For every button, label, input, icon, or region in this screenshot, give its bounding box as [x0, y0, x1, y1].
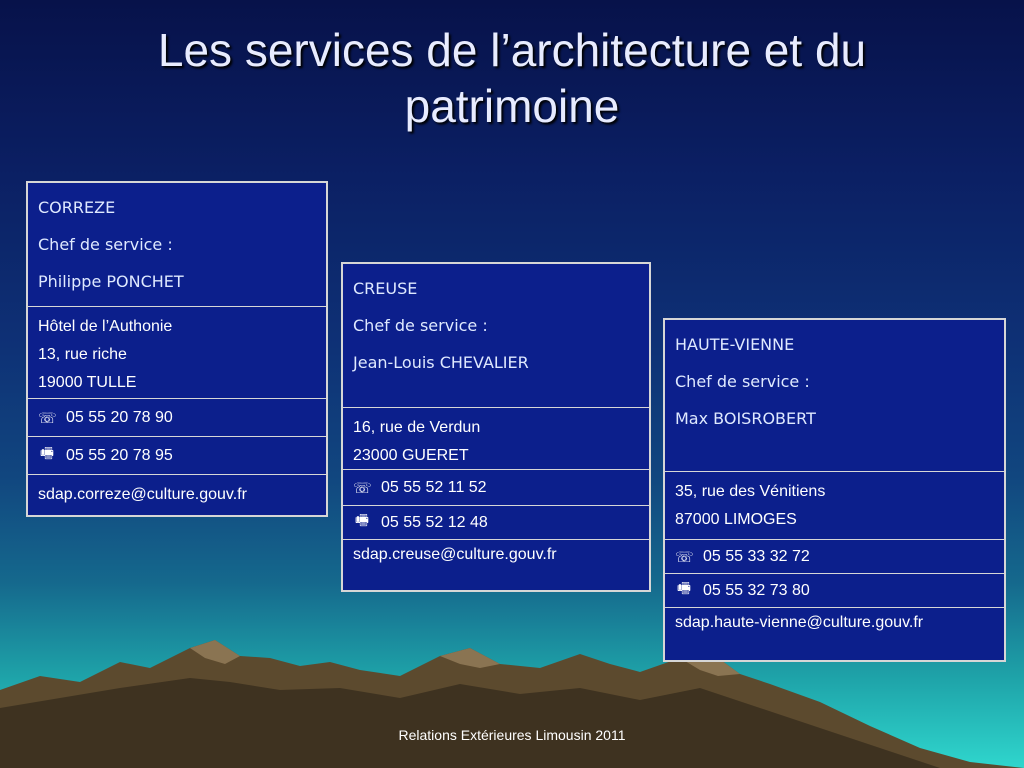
chef-name: Jean-Louis CHEVALIER [353, 353, 529, 372]
correze-card [26, 181, 328, 517]
address-line-1: Hôtel de l’Authonie [38, 318, 173, 335]
address-line-3: 19000 TULLE [38, 374, 137, 391]
fax-row [665, 574, 1004, 608]
address-line-2: 87000 LIMOGES [675, 511, 797, 528]
address-line-2: 23000 GUERET [353, 447, 469, 464]
address-block [28, 307, 326, 399]
phone-row [28, 399, 326, 437]
department-name: HAUTE-VIENNE [675, 335, 795, 354]
card-header [343, 264, 649, 408]
address-line-1: 35, rue des Vénitiens [675, 483, 826, 500]
phone-icon: ☏ [675, 548, 694, 566]
chef-de-service-label: Chef de service : [353, 316, 488, 335]
haute-vienne-card [663, 318, 1006, 662]
card-header [28, 183, 326, 307]
email-row [343, 540, 649, 590]
address-line-2: 13, rue riche [38, 346, 127, 363]
phone-row [343, 470, 649, 506]
phone-number: 05 55 52 11 52 [381, 478, 487, 496]
email-address: sdap.correze@culture.gouv.fr [38, 486, 247, 503]
slide-title-line-2: patrimoine [404, 80, 620, 132]
department-name: CREUSE [353, 279, 418, 298]
email-address: sdap.haute-vienne@culture.gouv.fr [675, 614, 924, 631]
fax-icon: 🖷 [354, 512, 370, 529]
fax-number: 05 55 32 73 80 [703, 581, 810, 599]
chef-de-service-label: Chef de service : [38, 235, 173, 254]
card-header [665, 320, 1004, 472]
email-row [665, 608, 1004, 660]
phone-number: 05 55 33 32 72 [703, 547, 810, 565]
fax-number: 05 55 52 12 48 [381, 513, 488, 531]
department-name: CORREZE [38, 198, 116, 217]
address-block [343, 408, 649, 470]
creuse-card [341, 262, 651, 592]
fax-icon: 🖷 [676, 580, 692, 597]
chef-name: Philippe PONCHET [38, 272, 184, 291]
fax-row [343, 506, 649, 540]
phone-icon: ☏ [38, 409, 57, 427]
fax-icon: 🖷 [39, 445, 55, 462]
slide-title [0, 22, 1024, 134]
chef-name: Max BOISROBERT [675, 409, 816, 428]
slide-title-line-1: Les services de l’architecture et du [157, 24, 867, 76]
slide-footer: Relations Extérieures Limousin 2011 [398, 727, 626, 743]
address-line-1: 16, rue de Verdun [353, 419, 481, 436]
phone-number: 05 55 20 78 90 [66, 408, 173, 426]
email-address: sdap.creuse@culture.gouv.fr [353, 546, 557, 563]
phone-row [665, 540, 1004, 574]
fax-number: 05 55 20 78 95 [66, 446, 173, 464]
phone-icon: ☏ [353, 479, 372, 497]
chef-de-service-label: Chef de service : [675, 372, 810, 391]
address-block [665, 472, 1004, 540]
email-row [28, 475, 326, 515]
fax-row [28, 437, 326, 475]
